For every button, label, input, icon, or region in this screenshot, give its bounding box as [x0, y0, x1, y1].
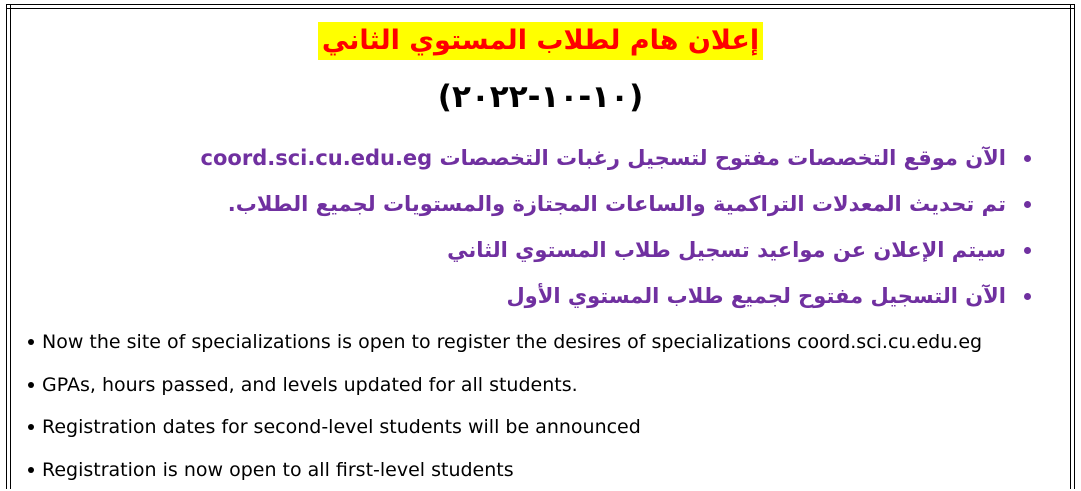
english-list-item [28, 406, 1061, 449]
bullet-icon [28, 424, 34, 430]
arabic-list [30, 135, 1031, 319]
title-container [0, 22, 1081, 60]
arabic-item-text: الآن التسجيل مفتوح لجميع طلاب المستوي الأول [506, 284, 1006, 308]
announcement-date: (١٠-١٠-٢٠٢٢) [0, 76, 1081, 118]
bullet-icon [28, 339, 34, 345]
english-item-text: GPAs, hours passed, and levels updated for all students. [42, 374, 578, 396]
bullet-icon [1024, 155, 1031, 162]
bullet-icon [1024, 201, 1031, 208]
english-item-text: Now the site of specializations is open to register the desires of specializations coord.sci.cu.edu.eg [42, 331, 982, 353]
arabic-list-item [30, 135, 1031, 181]
arabic-list-item [30, 181, 1031, 227]
bullet-icon [28, 382, 34, 388]
english-list-item [28, 364, 1061, 407]
bullet-icon [1024, 247, 1031, 254]
english-list [28, 321, 1061, 491]
arabic-item-text: سيتم الإعلان عن مواعيد تسجيل طلاب المستوي الثاني [447, 238, 1006, 262]
arabic-list-item [30, 227, 1031, 273]
english-item-text: Registration dates for second-level students will be announced [42, 416, 641, 438]
arabic-item-text: تم تحديث المعدلات التراكمية والساعات المجتازة والمستويات لجميع الطلاب. [228, 192, 1006, 216]
english-list-item [28, 449, 1061, 491]
arabic-item-text: الآن موقع التخصصات مفتوح لتسجيل رغبات التخصصات coord.sci.cu.edu.eg [201, 146, 1006, 170]
announcement-title: إعلان هام لطلاب المستوي الثاني [318, 22, 763, 60]
bullet-icon [28, 467, 34, 473]
page-border-top [6, 4, 1075, 9]
english-list-item [28, 321, 1061, 364]
bullet-icon [1024, 293, 1031, 300]
english-item-text: Registration is now open to all first-level students [42, 459, 514, 481]
arabic-list-item [30, 273, 1031, 319]
